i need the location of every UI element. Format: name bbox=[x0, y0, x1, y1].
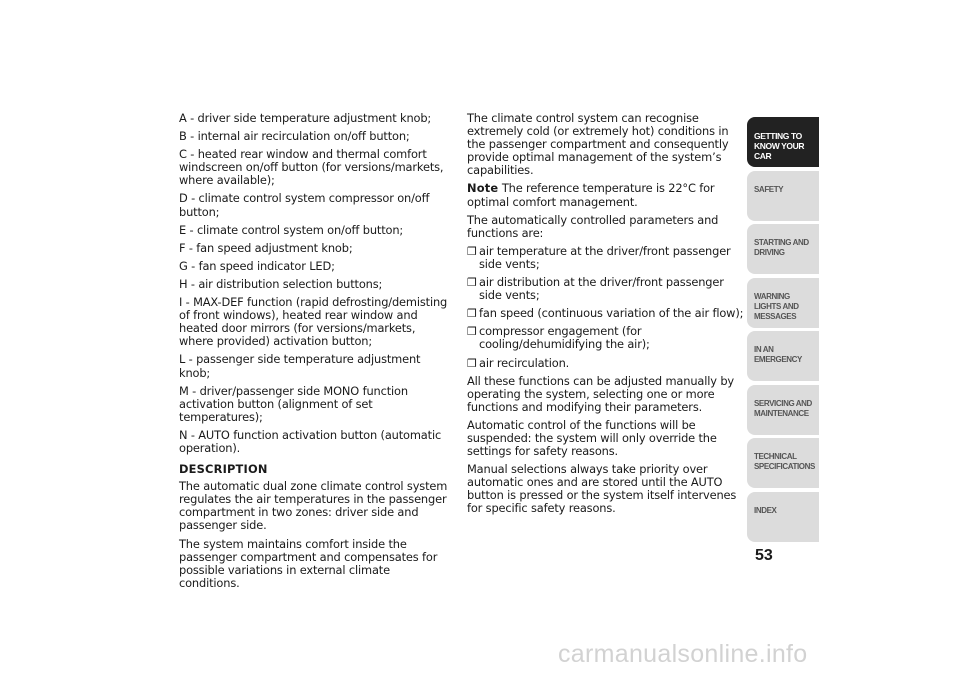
list-item-text: compressor engagement (for cooling/dehumidifying the air); bbox=[479, 324, 650, 352]
legend-item-f: F - fan speed adjustment knob; bbox=[179, 240, 353, 255]
watermark: carmanualsonline.info bbox=[558, 640, 808, 668]
list-item-text: air recirculation. bbox=[479, 355, 570, 370]
description-paragraph: The system maintains comfort inside the passenger compartment and compensates for possible variations in external climate conditions. bbox=[179, 536, 438, 590]
legend-item-g: G - fan speed indicator LED; bbox=[179, 258, 335, 273]
note-label: Note bbox=[467, 181, 499, 196]
right-column bbox=[467, 112, 745, 521]
list-item bbox=[467, 307, 745, 320]
closing-paragraph: All these functions can be adjusted manually by operating the system, selecting one or more functions and modifying their parameters. bbox=[467, 373, 734, 414]
legend-item-a: A - driver side temperature adjustment knob; bbox=[179, 111, 432, 125]
list-item-text: fan speed (continuous variation of the air flow); bbox=[479, 306, 744, 321]
checkbox-bullet-icon: ❒ bbox=[467, 276, 477, 290]
left-column bbox=[179, 112, 451, 595]
legend-item-e: E - climate control system on/off button; bbox=[179, 222, 404, 237]
tab-warning-lights-and-messages[interactable]: WARNING LIGHTS AND MESSAGES bbox=[747, 278, 819, 328]
closing-paragraph: Manual selections always take priority over automatic ones and are stored until the AUTO button is pressed or the system itself intervenes for specific safety reasons. bbox=[467, 462, 737, 516]
tab-in-an-emergency[interactable]: IN AN EMERGENCY bbox=[747, 331, 819, 381]
legend-item-b: B - internal air recirculation on/off button; bbox=[179, 129, 410, 144]
legend-item-l: L - passenger side temperature adjustment knob; bbox=[179, 352, 421, 380]
tab-index[interactable]: INDEX bbox=[747, 492, 819, 542]
section-heading: DESCRIPTION bbox=[179, 462, 268, 477]
list-item bbox=[467, 276, 745, 302]
list-item bbox=[467, 245, 745, 271]
list-item-text: air distribution at the driver/front passenger side vents; bbox=[479, 275, 724, 303]
legend-item-i: I - MAX-DEF function (rapid defrosting/demisting of front windows), heated rear window and heated door mirrors (for versions/markets, where provided) activation button; bbox=[179, 295, 448, 349]
note-paragraph bbox=[467, 182, 745, 208]
legend-item-m: M - driver/passenger side MONO function activation button (alignment of set temperatures); bbox=[179, 383, 408, 424]
intro-paragraph: The climate control system can recognise extremely cold (or extremely hot) conditions in the passenger compartment and consequently provide optimal management of the system’s capabilities. bbox=[467, 111, 729, 178]
page-number: 53 bbox=[755, 547, 773, 564]
tab-starting-and-driving[interactable]: STARTING AND DRIVING bbox=[747, 224, 819, 274]
list-item-text: air temperature at the driver/front passenger side vents; bbox=[479, 243, 731, 271]
list-item bbox=[467, 325, 745, 351]
legend-item-c: C - heated rear window and thermal comfort windscreen on/off button (for versions/markets, where available); bbox=[179, 147, 444, 188]
list-item bbox=[467, 357, 745, 370]
tab-getting-to-know-your-car[interactable]: GETTING TO KNOW YOUR CAR bbox=[747, 117, 819, 167]
legend-item-h: H - air distribution selection buttons; bbox=[179, 276, 383, 291]
tab-technical-specifications[interactable]: TECHNICAL SPECIFICATIONS bbox=[747, 438, 819, 488]
checkbox-bullet-icon: ❒ bbox=[467, 307, 477, 321]
tab-safety[interactable]: SAFETY bbox=[747, 171, 819, 221]
checkbox-bullet-icon: ❒ bbox=[467, 325, 477, 339]
description-paragraph: The automatic dual zone climate control system regulates the air temperatures in the passenger compartment in two zones: driver side and passenger side. bbox=[179, 479, 448, 533]
params-intro: The automatically controlled parameters and functions are: bbox=[467, 212, 719, 240]
legend-item-n: N - AUTO function activation button (automatic operation). bbox=[179, 427, 442, 455]
legend-item-d: D - climate control system compressor on/off button; bbox=[179, 191, 430, 219]
tab-servicing-and-maintenance[interactable]: SERVICING AND MAINTENANCE bbox=[747, 385, 819, 435]
note-text: The reference temperature is 22°C for optimal comfort management. bbox=[467, 181, 715, 209]
chapter-tabs bbox=[747, 117, 819, 545]
parameter-list bbox=[467, 245, 745, 370]
closing-paragraph: Automatic control of the functions will be suspended: the system will only override the settings for safety reasons. bbox=[467, 417, 717, 459]
checkbox-bullet-icon: ❒ bbox=[467, 244, 477, 258]
checkbox-bullet-icon: ❒ bbox=[467, 356, 477, 370]
